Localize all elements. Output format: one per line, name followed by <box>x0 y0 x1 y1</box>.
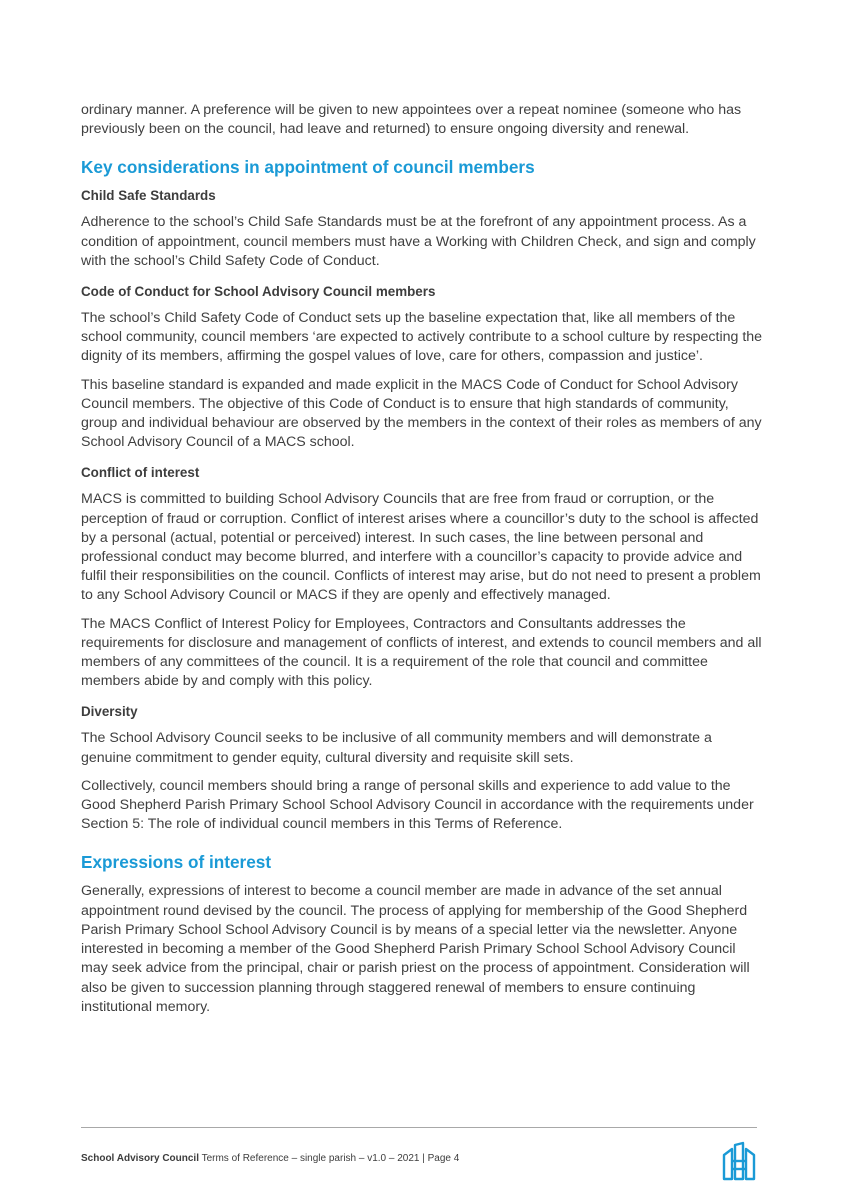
document-body <box>81 101 763 1017</box>
code-of-conduct-paragraph-1: The school’s Child Safety Code of Conduct sets up the baseline expectation that, like all members of the school community, council members ‘are expected to actively contribute to a school culture by respecting the dignity of its members, affirming the gospel values of love, care for others, compassion and justice’. <box>81 310 763 365</box>
footer-details: Terms of Reference – single parish – v1.0 – 2021 | Page 4 <box>198 1153 460 1164</box>
subheading-code-of-conduct: Code of Conduct for School Advisory Council members <box>81 284 436 300</box>
code-of-conduct-paragraph-2: This baseline standard is expanded and made explicit in the MACS Code of Conduct for School Advisory Council members. The objective of this Code of Conduct is to ensure that high standards of community, group and individual behaviour are observed by the members in the context of their roles as members of any School Advisory Council of a MACS school. <box>81 376 762 451</box>
footer-text <box>81 1153 459 1165</box>
subheading-conflict-of-interest: Conflict of interest <box>81 465 200 481</box>
footer-title: School Advisory Council <box>81 1153 199 1164</box>
conflict-paragraph-2: The MACS Conflict of Interest Policy for Employees, Contractors and Consultants addresses the requirements for disclosure and management of conflicts of interest, and extends to council members and all members of any committees of the council. It is a requirement of the role that council and committee members abide by and comply with this policy. <box>81 615 762 690</box>
diversity-paragraph-2: Collectively, council members should bring a range of personal skills and experience to add value to the Good Shepherd Parish Primary School School Advisory Council in accordance with the requirements under Section 5: The role of individual council members in this Terms of Reference. <box>81 777 754 833</box>
child-safe-paragraph: Adherence to the school’s Child Safe Standards must be at the forefront of any appointment process. As a condition of appointment, council members must have a Working with Children Check, and sign and comply with the school’s Child Safety Code of Conduct. <box>81 214 756 269</box>
expressions-paragraph: Generally, expressions of interest to become a council member are made in advance of the set annual appointment round devised by the council. The process of applying for membership of the Good Shepherd Parish Primary School School Advisory Council is by means of a special letter via the newsletter. Anyone interested in becoming a member of the Good Shepherd Parish Primary School School Advisory Council may seek advice from the principal, chair or parish priest on the process of appointment. Consideration will also be given to succession planning through staggered renewal of members to ensure continuing institutional memory. <box>81 883 750 1015</box>
subheading-child-safe-standards: Child Safe Standards <box>81 188 216 204</box>
intro-paragraph: ordinary manner. A preference will be given to new appointees over a repeat nominee (someone who has previously been on the council, had leave and returned) to ensure ongoing diversity and renewal. <box>81 102 742 138</box>
subheading-diversity: Diversity <box>81 704 138 720</box>
conflict-paragraph-1: MACS is committed to building School Advisory Councils that are free from fraud or corruption, or the perception of fraud or corruption. Conflict of interest arises where a councillor’s duty to the school is affected by a personal (actual, potential or perceived) interest. In such cases, the line between personal and professional conduct may become blurred, and interfere with a councillor’s capacity to provide advice and fulfil their responsibilities on the council. Conflicts of interest may arise, but do not need to present a problem to any School Advisory Council or MACS if they are openly and effectively managed. <box>81 491 761 604</box>
macs-logo-icon <box>721 1141 757 1181</box>
footer-divider <box>81 1127 757 1128</box>
section-heading-key-considerations: Key considerations in appointment of council members <box>81 157 535 178</box>
section-heading-expressions-of-interest: Expressions of interest <box>81 852 272 873</box>
diversity-paragraph-1: The School Advisory Council seeks to be inclusive of all community members and will demonstrate a genuine commitment to gender equity, cultural diversity and requisite skill sets. <box>81 730 712 766</box>
